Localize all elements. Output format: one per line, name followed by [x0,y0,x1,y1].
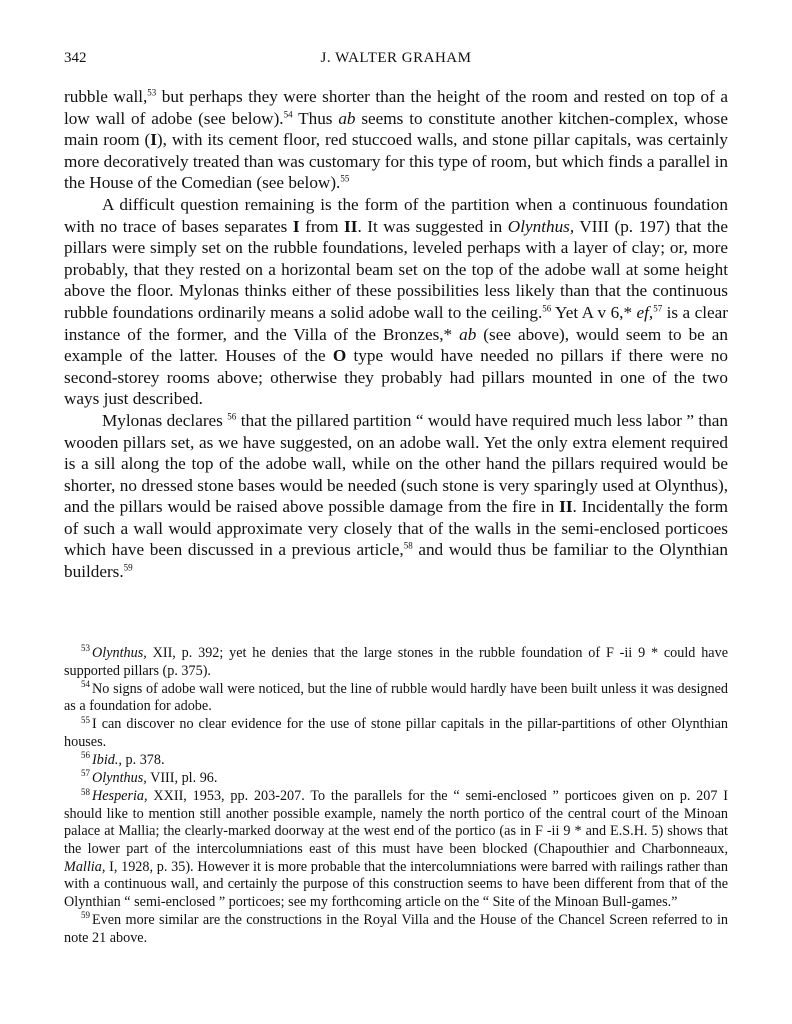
footnote-ref: 57 [653,303,663,314]
paragraph-2 [64,194,728,410]
text-span: rubble wall, [64,87,148,106]
italic-term: ab [459,324,477,344]
italic-title: Mallia, [64,858,106,875]
footnote-54 [64,678,728,716]
italic-title: Ibid., [92,752,122,769]
running-head: J. WALTER GRAHAM [320,50,472,66]
footnote-53 [64,645,728,680]
text-span: A difficult question remaining is the form of the partition when a continuous foundation with no trace of bases separates [64,194,728,236]
footnote-number: 59 [81,910,90,921]
footnote-number: 57 [81,768,90,779]
text-span: and would thus be familiar to the Olynthian builders. [64,540,728,582]
italic-title: Olynthus, [507,216,575,236]
footnote-ref: 58 [403,540,413,551]
footnotes [64,645,728,948]
footnote-number: 55 [81,714,90,725]
footnote-ref: 56 [227,411,237,422]
paragraph-1 [64,86,728,194]
footnote-ref: 54 [283,108,293,119]
type-label: O [332,346,347,366]
footnote-number: 56 [81,750,90,761]
text-span: VIII (p. 197) that the pillars were simply set on the rubble foundations, leveled perhaps with a layer of clay; or, more probably, that they rested on a horizontal beam set on the top of the adobe wall at some height above the floor. Mylonas thinks either of these possibilities less likely than that the continuous rubble foundations ordinarily means a solid adobe wall to the ceiling. [64,216,728,322]
italic-term: ab [338,108,356,128]
page-number: 342 [64,50,87,66]
text-span: but perhaps they were shorter than the height of the room and rested on top of a low wall of adobe (see below). [64,87,728,128]
footnote-57 [64,770,728,788]
footnote-text: XXII, 1953, pp. 203-207. To the parallels for the “ semi-enclosed ” porticoes given on p. 207 I should like to mention still another possible example, namely the north portico of the central court of the Minoan palace at Mallia; the clearly-marked doorway at the west end of the portico (as in F -ii 9 * and E.S.H. 5) shows that the lower part of the intercolumniations east of this must have been blocked (Chapouthier and Charbonneaux, [64,788,728,858]
footnote-text: VIII, pl. 96. [146,770,218,787]
footnote-56 [64,752,728,770]
footnote-55 [64,716,728,751]
room-label: II [344,216,358,236]
text-span: that the pillared partition “ would have required much less labor ” than wooden pillars set, as we have suggested, on an adobe wall. Yet the only extra element required is a sill along the top of the adobe wall, while on the other hand the pillars required would be shorter, no dressed stone bases would be needed (such stone is very sparingly used at Olynthus), and the pillars would be raised above possible damage from the fire in [64,410,729,517]
footnote-number: 58 [81,786,90,797]
italic-title: Olynthus, [92,770,147,787]
footnote-text: I, 1928, p. 35). However it is more probable that the intercolumniations were barred with railings rather than with a continuous wall, and certainly the purpose of this construction seems to have been different from that of the Olynthian “ semi-enclosed ” porticoes; see my forthcoming article on the “ Site of the Minoan Bull-games.” [64,858,728,910]
footnote-number: 53 [81,643,90,654]
footnote-ref: 59 [123,562,133,573]
footnote-ref: 55 [340,173,350,184]
italic-title: Olynthus, [92,645,147,661]
text-span: Mylonas declares [102,410,228,430]
footnote-number: 54 [81,678,90,689]
italic-title: Hesperia, [92,788,148,805]
text-span: Yet A v 6,* [551,302,637,322]
footnote-text: XII, p. 392; yet he denies that the large stones in the rubble foundation of F -ii 9 * could have supported pillars (p. 375). [64,645,728,679]
room-label: II [559,497,573,517]
text-span: type would have needed no pillars if there were no second-storey rooms above; otherwise they probably had pillars mounted in one of the two ways just described. [64,346,729,409]
room-label: I [150,130,157,150]
paragraph-3 [64,410,728,583]
footnote-58 [64,788,728,911]
footnote-text: No signs of adobe wall were noticed, but the line of rubble would hardly have been built unless it was designed as a foundation for adobe. [64,680,728,715]
text-span: is a clear instance of the former, and the Villa of the Bronzes,* [64,302,728,344]
footnote-ref: 53 [147,87,157,98]
text-span: Thus [292,108,339,128]
footnote-text: Even more similar are the constructions in the Royal Villa and the House of the Chancel Screen referred to in note 21 above. [64,911,728,946]
footnote-59 [64,912,728,947]
text-span: (see above), would seem to be an example of the latter. Houses of the [64,324,728,366]
text-span: from [299,216,345,236]
main-text [64,86,728,583]
text-span: ), with its cement floor, red stuccoed walls, and stone pillar capitals, was certainly more decoratively treated than was customary for this type of room, but which finds a parallel in the House of the Comedian (see below). [64,130,729,193]
footnote-ref: 56 [542,303,552,314]
text-span: seems to constitute another kitchen-complex, whose main room ( [64,108,728,150]
footnote-text: I can discover no clear evidence for the use of stone pillar capitals in the pillar-partitions of other Olynthian houses. [64,716,728,750]
italic-term: ef, [636,302,654,322]
text-span: . Incidentally the form of such a wall would approximate very closely that of the walls in the semi-enclosed porticoes which have been discussed in a previous article, [64,497,728,560]
room-label: I [292,216,300,236]
text-span: . It was suggested in [357,216,508,236]
page-header [64,50,728,72]
footnote-text: p. 378. [121,752,165,769]
